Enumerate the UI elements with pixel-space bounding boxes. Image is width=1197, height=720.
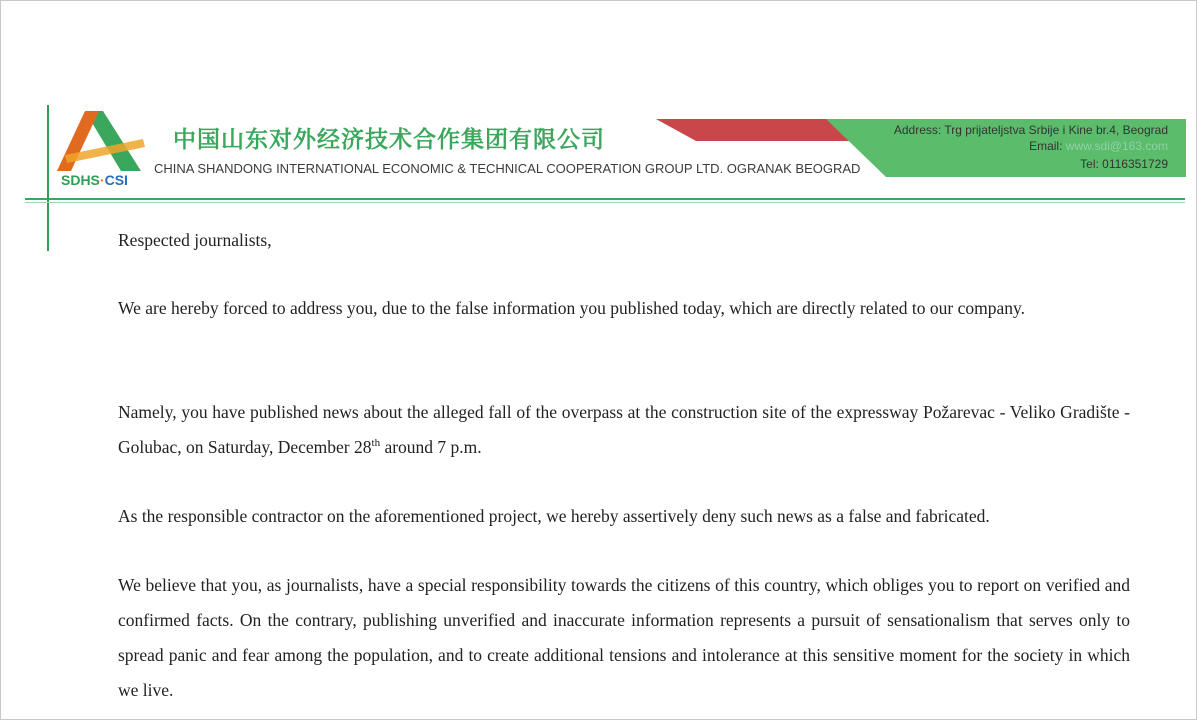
phone-text: Tel: 0116351729 xyxy=(1080,157,1168,171)
address-text: Address: Trg prijateljstva Srbije i Kine br.4, Beograd xyxy=(893,123,1168,137)
salutation: Respected journalists, xyxy=(118,230,272,250)
header-divider xyxy=(25,198,1185,200)
email-link[interactable]: www.sdi@163.com xyxy=(1065,139,1168,153)
contact-banner xyxy=(656,119,1186,177)
paragraph-2-tail: around 7 p.m. xyxy=(380,437,482,457)
paragraph-2-text: Namely, you have published news about the alleged fall of the overpass at the construction site of the expressway Požarevac - Veliko Gradište - Golubac, on Saturday, December 28 xyxy=(118,402,1130,457)
ordinal-suffix: th xyxy=(371,437,381,450)
left-margin-rule xyxy=(47,105,49,251)
logo-a-mark-icon xyxy=(55,109,151,173)
paragraph-4: We believe that you, as journalists, have a special responsibility towards the citizens of this country, which obliges you to report on verified and confirmed facts. On the contrary, publishing unverified and inaccurate information represents a pursuit of sensationalism that serves only to spread panic and fear among the population, and to create additional tensions and intolerance at this sensitive moment for the society in which we live. xyxy=(118,575,1130,700)
header-divider-thin xyxy=(25,202,1185,203)
logo-text-dot: · xyxy=(99,172,105,188)
logo-wordmark xyxy=(61,172,128,188)
paragraph-2 xyxy=(118,395,1130,465)
email-line xyxy=(1029,139,1168,153)
company-logo xyxy=(55,109,151,189)
paragraph-3: As the responsible contractor on the aforementioned project, we hereby assertively deny such news as a false and fabricated. xyxy=(118,506,990,526)
company-name-chinese: 中国山东对外经济技术合作集团有限公司 xyxy=(173,127,605,153)
paragraph-1: We are hereby forced to address you, due to the false information you published today, which are directly related to our company. xyxy=(118,298,1025,318)
logo-text-sdhs: SDHS xyxy=(61,172,100,188)
company-name-english: CHINA SHANDONG INTERNATIONAL ECONOMIC & TECHNICAL COOPERATION GROUP LTD. OGRANAK BEOGRAD xyxy=(154,161,861,176)
logo-text-csi: CSI xyxy=(104,172,128,188)
email-label: Email: xyxy=(1029,139,1066,153)
